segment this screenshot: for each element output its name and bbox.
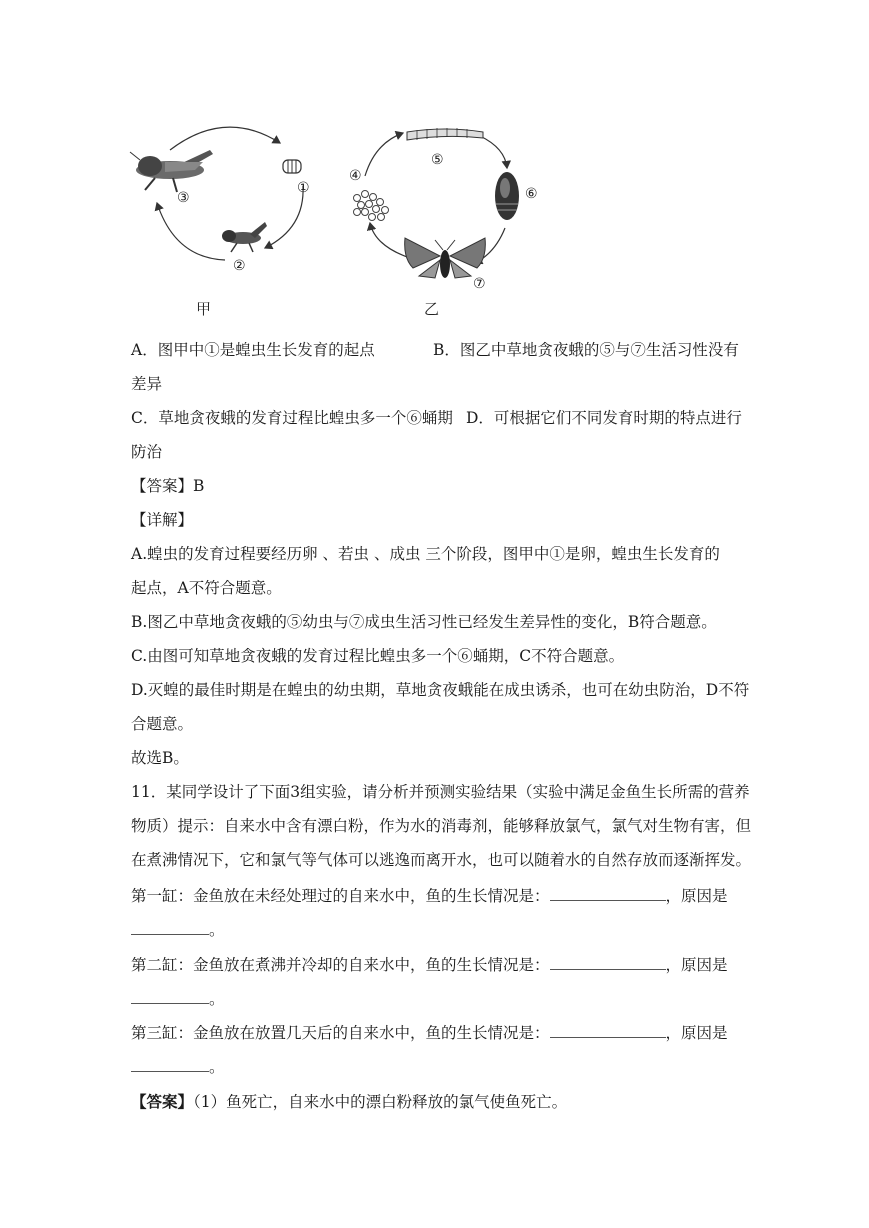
- tank2-reason-blank[interactable]: [131, 989, 209, 1004]
- arrow-3-to-1: [170, 127, 280, 150]
- figure-jia-caption: 甲: [196, 300, 212, 318]
- tank1-reason-text: ，原因是: [665, 887, 728, 905]
- option-d-continued: 防治: [131, 443, 163, 461]
- tank3-period: 。: [209, 1058, 225, 1076]
- tank1-text: 第一缸：金鱼放在未经处理过的自来水中，鱼的生长情况是：: [131, 887, 550, 905]
- tank2-growth-blank[interactable]: [550, 955, 666, 970]
- arrow-4-to-5: [365, 133, 403, 176]
- nymph-grasshopper-icon: [222, 222, 267, 252]
- option-c: C．草地贪夜蛾的发育过程比蝗虫多一个⑥蛹期: [131, 409, 453, 427]
- larva-icon: [407, 128, 483, 140]
- eggs-cluster-icon: [354, 191, 389, 221]
- stage-2-label: ②: [233, 258, 246, 274]
- q11-stem-line3: 在煮沸情况下，它和氯气等气体可以逃逸而离开水，也可以随着水的自然存放而逐渐挥发。: [131, 851, 752, 869]
- explanation-b: B.图乙中草地贪夜蛾的⑤幼虫与⑦成虫生活习性已经发生差异性的变化，B符合题意。: [131, 613, 717, 631]
- tank3-text: 第三缸：金鱼放在放置几天后的自来水中，鱼的生长情况是：: [131, 1024, 550, 1042]
- option-a: A．图甲中①是蝗虫生长发育的起点: [131, 341, 375, 359]
- explanation-a-line2: 起点，A不符合题意。: [131, 579, 282, 597]
- egg-pod-icon: [283, 160, 301, 173]
- q11-answer: [131, 1092, 567, 1112]
- explanation-title: 【详解】: [131, 511, 194, 529]
- q11-stem-line1: 11．某同学设计了下面3组实验，请分析并预测实验结果（实验中满足金鱼生长所需的营养: [131, 783, 750, 801]
- answer-line: 【答案】B: [131, 477, 205, 495]
- figure-yi-caption: 乙: [424, 300, 440, 318]
- option-d: D．可根据它们不同发育时期的特点进行: [466, 409, 742, 427]
- tank2-question: [131, 955, 728, 975]
- q11-stem-line2: 物质）提示：自来水中含有漂白粉，作为水的消毒剂，能够释放氯气，氯气对生物有害，但: [131, 817, 752, 835]
- arrow-2-to-3: [157, 203, 225, 260]
- tank1-question: [131, 886, 728, 906]
- stage-3-label: ③: [177, 190, 190, 206]
- explanation-d-line2: 合题意。: [131, 715, 194, 733]
- stage-4-label: ④: [349, 168, 362, 184]
- tank2-reason-line: [131, 989, 225, 1009]
- tank2-period: 。: [209, 990, 225, 1008]
- option-b-continued: 差异: [131, 375, 163, 393]
- tank2-reason-text: ，原因是: [665, 956, 728, 974]
- tank2-text: 第二缸：金鱼放在煮沸并冷却的自来水中，鱼的生长情况是：: [131, 956, 550, 974]
- stage-5-label: ⑤: [431, 152, 444, 168]
- tank1-growth-blank[interactable]: [550, 886, 666, 901]
- tank3-reason-text: ，原因是: [665, 1024, 728, 1042]
- explanation-d-line1: D.灭蝗的最佳时期是在蝗虫的幼虫期，草地贪夜蛾能在成虫诱杀，也可在幼虫防治，D不符: [131, 681, 750, 699]
- arrow-5-to-6: [480, 136, 507, 168]
- conclusion: 故选B。: [131, 749, 189, 767]
- adult-grasshopper-icon: [130, 150, 213, 192]
- tank3-question: [131, 1023, 728, 1043]
- tank3-growth-blank[interactable]: [550, 1023, 666, 1038]
- tank1-period: 。: [209, 921, 225, 939]
- pupa-icon: [495, 172, 519, 220]
- arrow-7-to-4: [370, 223, 410, 258]
- tank1-reason-blank[interactable]: [131, 920, 209, 935]
- figure-jia-grasshopper-cycle: [125, 118, 325, 278]
- explanation-a-line1: A.蝗虫的发育过程要经历卵 、若虫 、成虫 三个阶段，图甲中①是卵，蝗虫生长发育的: [131, 545, 720, 563]
- tank1-reason-line: [131, 920, 225, 940]
- tank3-reason-line: [131, 1057, 225, 1077]
- stage-6-label: ⑥: [525, 186, 538, 202]
- option-b: B．图乙中草地贪夜蛾的⑤与⑦生活习性没有: [433, 341, 739, 359]
- tank3-reason-blank[interactable]: [131, 1057, 209, 1072]
- adult-moth-icon: [405, 238, 486, 278]
- stage-1-label: ①: [297, 180, 310, 196]
- figure-yi-moth-cycle: [345, 118, 545, 298]
- stage-7-label: ⑦: [473, 276, 486, 292]
- q11-answer-text: （1）鱼死亡，自来水中的漂白粉释放的氯气使鱼死亡。: [193, 1093, 568, 1111]
- q11-answer-label: 【答案】: [131, 1092, 194, 1111]
- explanation-c: C.由图可知草地贪夜蛾的发育过程比蝗虫多一个⑥蛹期，C不符合题意。: [131, 647, 625, 665]
